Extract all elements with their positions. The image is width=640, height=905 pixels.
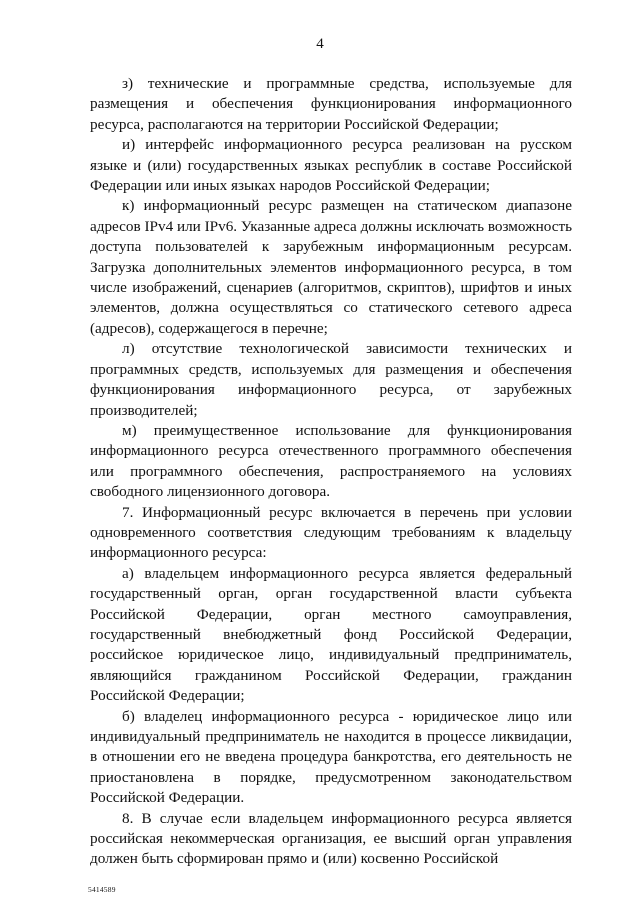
page-number: 4 [316,36,324,52]
paragraph-b: б) владелец информационного ресурса - юридическое лицо или индивидуальный предприниматель не находится в процессе ликвидации, в отношении его не введена процедура банкротства, его деятельность не приостановлена в порядке, предусмотренном законодательством Российской Федерации. [90,707,572,807]
document-code: 5414589 [88,885,116,894]
document-body [90,74,572,870]
paragraph-item-7: 7. Информационный ресурс включается в перечень при условии одновременного соответствия следующим требованиям к владельцу информационного ресурса: [90,503,572,562]
paragraph-z: з) технические и программные средства, используемые для размещения и обеспечения функционирования информационного ресурса, располагаются на территории Российской Федерации; [90,75,572,133]
paragraph-k: к) информационный ресурс размещен на статическом диапазоне адресов IPv4 или IPv6. Указанные адреса должны исключать возможность доступа пользователей к зарубежным информационным ресурсам. Загрузка дополнительных элементов информационного ресурса, в том числе изображений, сценариев (алгоритмов, скриптов), шрифтов и иных элементов, должна осуществляться со статического сетевого адреса (адресов), содержащегося в перечне; [90,197,573,337]
paragraph-l: л) отсутствие технологической зависимости технических и программных средств, используемых для размещения и обеспечения функционирования информационного ресурса, от зарубежных производителей; [90,340,572,419]
paragraph-i: и) интерфейс информационного ресурса реализован на русском языке и (или) государственных языках республик в составе Российской Федерации или иных языках народов Российской Федерации; [90,136,572,195]
paragraph-m: м) преимущественное использование для функционирования информационного ресурса отечественного программного обеспечения или программного обеспечения, распространяемого на условиях свободного лицензионного договора. [90,421,572,501]
paragraph-a: а) владельцем информационного ресурса является федеральный государственный орган, орган государственной власти субъекта Российской Федерации, орган местного самоуправления, государственный внебюджетный фонд Российской Федерации, российское юридическое лицо, индивидуальный предприниматель, являющийся гражданином Российской Федерации, гражданин Российской Федерации; [90,564,572,705]
paragraph-item-8: 8. В случае если владельцем информационного ресурса является российская некоммерческая организация, ее высший орган управления должен быть сформирован прямо и (или) косвенно Российской [90,809,572,868]
